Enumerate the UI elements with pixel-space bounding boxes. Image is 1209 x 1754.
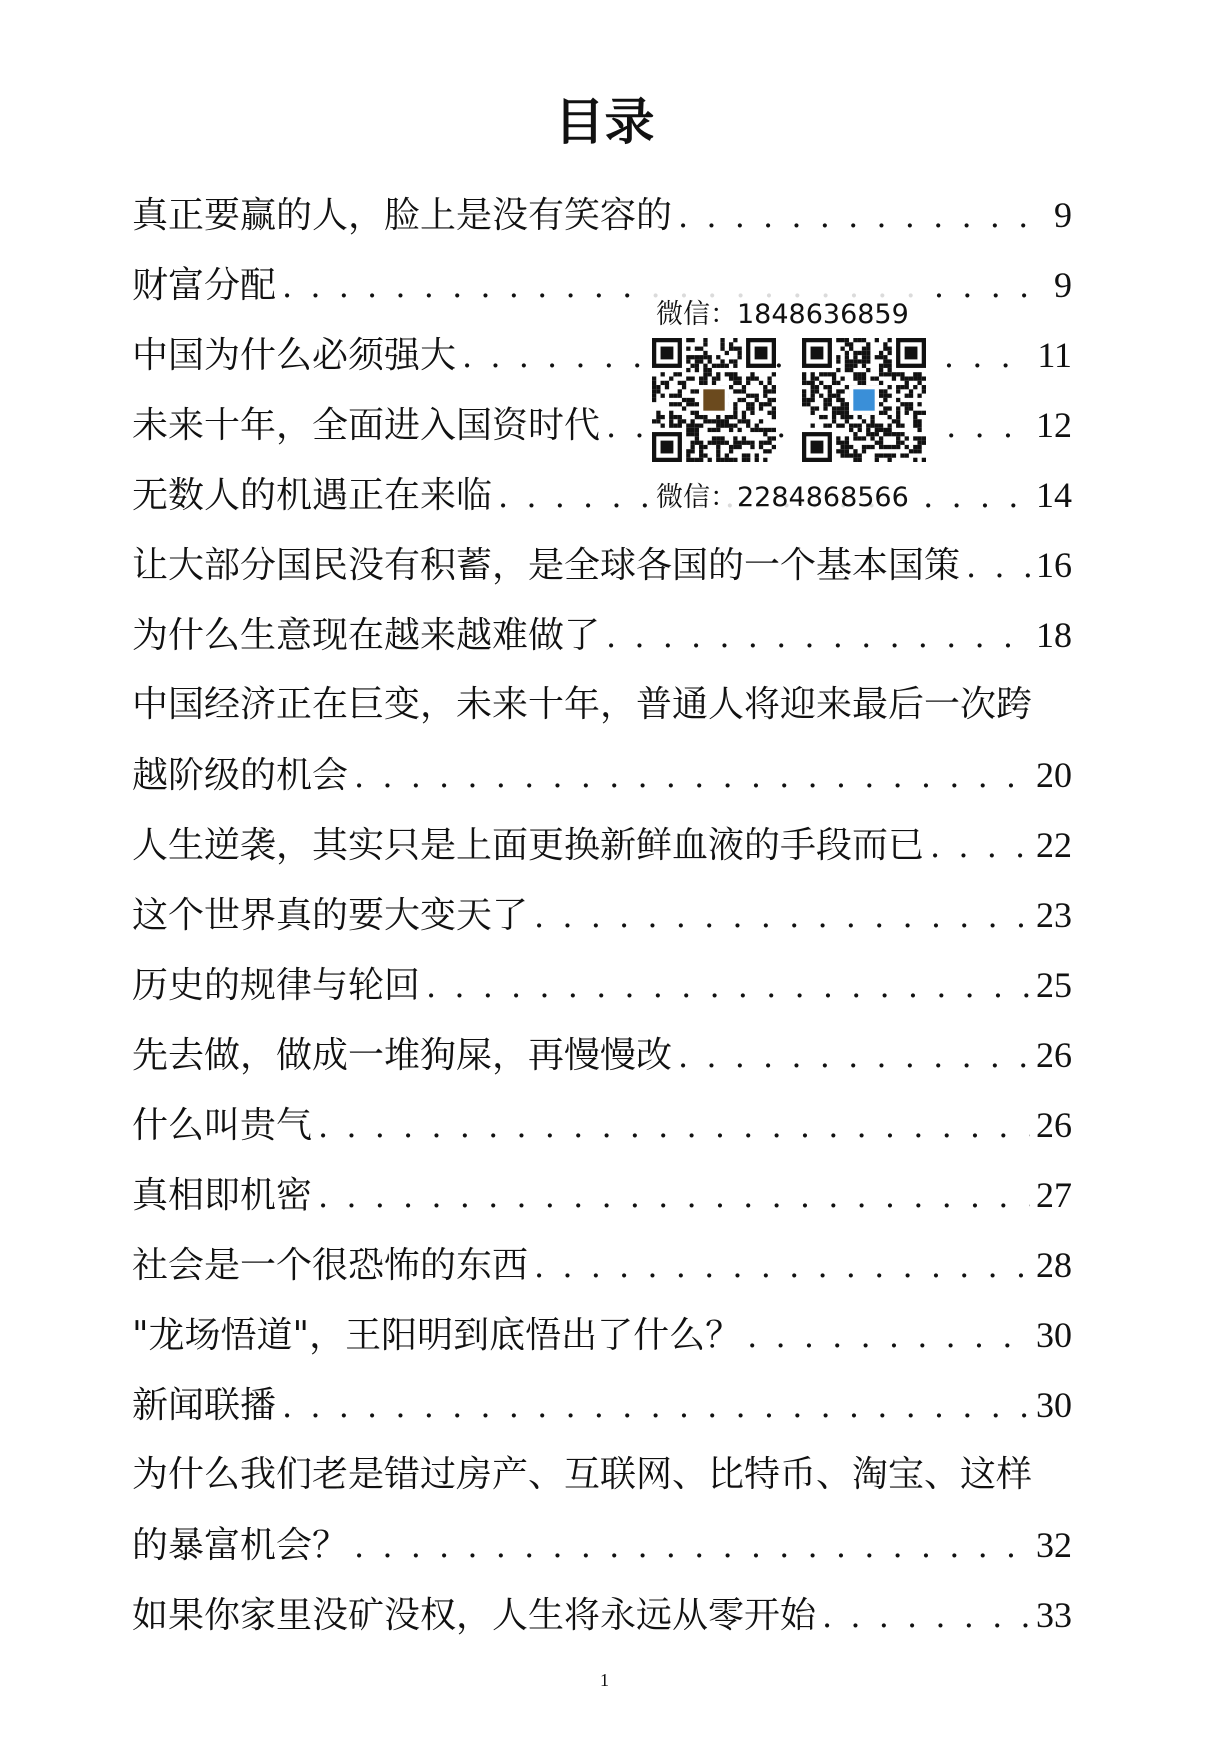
- toc-entry[interactable]: [132, 1020, 1072, 1090]
- toc-entry-title: 让大部分国民没有积蓄，是全球各国的一个基本国策: [132, 545, 961, 586]
- toc-entry-title: 为什么生意现在越来越难做了: [132, 615, 601, 656]
- toc-entry-title-line1: 中国经济正在巨变，未来十年，普通人将迎来最后一次跨: [132, 684, 1033, 725]
- toc-entry[interactable]: [132, 1300, 1072, 1370]
- toc-entry-title: 历史的规律与轮回: [132, 965, 421, 1006]
- dot-leader: [606, 601, 1030, 671]
- toc-entry[interactable]: [132, 1440, 1072, 1580]
- toc-entry[interactable]: [132, 460, 1072, 530]
- toc-entry[interactable]: [132, 600, 1072, 670]
- toc-entry-title: 财富分配: [132, 265, 277, 306]
- toc-entry-title: 这个世界真的要大变天了: [132, 895, 529, 936]
- toc-entry-page: 16: [1036, 545, 1072, 585]
- toc-entry-title: 无数人的机遇正在来临: [132, 475, 493, 516]
- dot-leader: [822, 1581, 1030, 1651]
- toc-entry[interactable]: [132, 1230, 1072, 1300]
- toc-entry-title: 真相即机密: [132, 1175, 313, 1216]
- toc-entry-page: 14: [1036, 475, 1072, 515]
- toc-entry-title: 人生逆袭，其实只是上面更换新鲜血液的手段而已: [132, 825, 925, 866]
- toc-entry[interactable]: [132, 670, 1072, 810]
- dot-leader: [318, 1161, 1030, 1231]
- toc-entry-title: 未来十年，全面进入国资时代: [132, 405, 601, 446]
- wechat-id-top: 微信：1848636859: [652, 292, 913, 331]
- toc-entry-title-line2: 的暴富机会？: [132, 1525, 349, 1566]
- dot-leader: [318, 1091, 1030, 1161]
- toc-entry-title: 如果你家里没矿没权，人生将永远从零开始: [132, 1595, 817, 1636]
- toc-entry-page: 33: [1036, 1595, 1072, 1635]
- toc-entry-title-line2: 越阶级的机会: [132, 755, 349, 796]
- toc-entry-page: 11: [1037, 335, 1072, 375]
- toc-entry-title: 新闻联播: [132, 1385, 277, 1426]
- toc-entry-title: 什么叫贵气: [132, 1105, 313, 1146]
- toc-entry[interactable]: [132, 250, 1072, 320]
- dot-leader: [930, 811, 1030, 881]
- toc-entry-page: 26: [1036, 1105, 1072, 1145]
- page-number: 1: [600, 1670, 609, 1690]
- dot-leader: [747, 1301, 1030, 1371]
- dot-leader: [282, 1371, 1030, 1441]
- toc-entry-title: "龙场悟道"，王阳明到底悟出了什么？: [132, 1315, 742, 1356]
- toc-entry-page: 23: [1036, 895, 1072, 935]
- toc-entry[interactable]: [132, 1090, 1072, 1160]
- toc-entry[interactable]: [132, 1160, 1072, 1230]
- dot-leader: [534, 881, 1030, 951]
- toc-entry-page: 20: [1036, 755, 1072, 795]
- toc-entry-page: 18: [1036, 615, 1072, 655]
- toc-entry-page: 9: [1054, 265, 1072, 305]
- dot-leader: [354, 741, 1030, 811]
- toc-entry-page: 30: [1036, 1315, 1072, 1355]
- dot-leader: [678, 1021, 1030, 1091]
- qr-code-right: [802, 338, 926, 462]
- toc-entry-title: 先去做，做成一堆狗屎，再慢慢改: [132, 1035, 673, 1076]
- toc-entry[interactable]: [132, 1580, 1072, 1650]
- dot-leader: [534, 1231, 1030, 1301]
- page-title: 目录: [554, 93, 655, 151]
- toc-entry-page: 30: [1036, 1385, 1072, 1425]
- qr-code-left: [652, 338, 776, 462]
- wechat-id-bottom: 微信：2284868566: [652, 475, 913, 514]
- toc-entry-title: 真正要赢的人，脸上是没有笑容的: [132, 195, 673, 236]
- toc-entry-title: 中国为什么必须强大: [132, 335, 457, 376]
- toc-entry-page: 12: [1036, 405, 1072, 445]
- dot-leader: [354, 1511, 1030, 1581]
- toc-entry[interactable]: [132, 880, 1072, 950]
- toc-entry[interactable]: [132, 810, 1072, 880]
- toc-entry-page: 25: [1036, 965, 1072, 1005]
- toc-entry[interactable]: [132, 530, 1072, 600]
- dot-leader: [966, 531, 1030, 601]
- toc-entry-page: 28: [1036, 1245, 1072, 1285]
- dot-leader: [678, 181, 1048, 251]
- toc-entry-page: 22: [1036, 825, 1072, 865]
- table-of-contents: [132, 180, 1072, 1650]
- toc-entry-page: 9: [1054, 195, 1072, 235]
- toc-entry[interactable]: [132, 950, 1072, 1020]
- toc-entry-page: 32: [1036, 1525, 1072, 1565]
- toc-entry[interactable]: [132, 390, 1072, 460]
- toc-entry[interactable]: [132, 180, 1072, 250]
- toc-entry[interactable]: [132, 320, 1072, 390]
- toc-entry[interactable]: [132, 1370, 1072, 1440]
- toc-entry-title: 社会是一个很恐怖的东西: [132, 1245, 529, 1286]
- toc-entry-page: 27: [1036, 1175, 1072, 1215]
- toc-entry-title-line1: 为什么我们老是错过房产、互联网、比特币、淘宝、这样: [132, 1454, 1033, 1495]
- toc-entry-page: 26: [1036, 1035, 1072, 1075]
- dot-leader: [426, 951, 1030, 1021]
